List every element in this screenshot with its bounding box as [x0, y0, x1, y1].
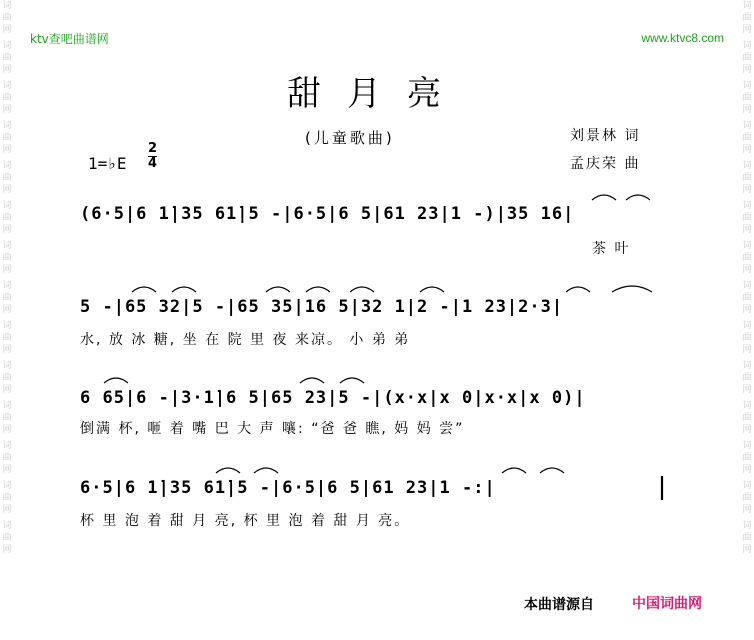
time-signature-top: 2 — [148, 141, 158, 156]
site-name-left: ktv查吧曲谱网 — [30, 32, 109, 46]
source-site-link[interactable]: 中国词曲网 — [632, 596, 702, 612]
watermark-left: 词曲网 词曲网 词曲网 词曲网 词曲网 词曲网 词曲网 词曲网 词曲网 词曲网 词曲网 词曲网 词曲网 词曲网 — [2, 1, 12, 555]
score-row-2: 5 -|65 32|5 -|65 35|16 5|32 1|2 -|1 23|2·3| — [80, 297, 564, 317]
time-signature-bottom: 4 — [148, 156, 158, 171]
score-row-3: 6 65|6 -|3·1̇|6 5|65 23|5 -|(x·x|x 0|x·x|x 0)| — [80, 388, 586, 408]
song-genre: (儿童歌曲) — [305, 129, 395, 147]
slur-mark — [306, 287, 330, 292]
slur-mark — [540, 468, 564, 473]
slur-mark — [300, 378, 324, 383]
lyrics-row-4: 杯 里 泡 着 甜 月 亮, 杯 里 泡 着 甜 月 亮。 — [80, 513, 411, 529]
slur-mark — [566, 287, 590, 292]
watermark-right: 词曲网 词曲网 词曲网 词曲网 词曲网 词曲网 词曲网 词曲网 词曲网 词曲网 词曲网 词曲网 词曲网 词曲网 — [742, 1, 752, 555]
slur-mark — [172, 287, 196, 292]
slur-mark — [612, 286, 652, 292]
slur-mark — [216, 468, 240, 473]
composer-credit: 孟庆荣 曲 — [570, 156, 641, 172]
slur-mark — [104, 378, 128, 383]
key-signature: 1=♭E — [88, 154, 127, 173]
slur-mark — [132, 287, 156, 292]
lyrics-row-1: 茶 叶 — [592, 241, 631, 257]
slur-mark — [592, 195, 616, 200]
song-title: 甜月亮 — [287, 74, 467, 114]
source-label: 本曲谱源自 — [524, 597, 594, 613]
score-row-1: (6·5|6 1̇|35 61̇|5 -|6·5|6 5|61 23|1 -)|35 16| — [80, 204, 575, 224]
slur-mark — [340, 378, 364, 383]
lyrics-row-2: 水, 放 冰 糖, 坐 在 院 里 夜 来凉。 小 弟 弟 — [80, 332, 411, 348]
slur-mark — [502, 468, 526, 473]
slur-mark — [266, 287, 290, 292]
slur-mark — [254, 468, 278, 473]
score-row-4: 6·5|6 1̇|35 61̇|5 -|6·5|6 5|61 23|1 -:| — [80, 478, 496, 498]
site-url-right: www.ktvc8.com — [641, 31, 724, 45]
slur-mark — [420, 287, 444, 292]
slur-mark — [626, 195, 650, 200]
lyricist-credit: 刘景林 词 — [570, 128, 641, 144]
lyrics-row-3: 倒满 杯, 咂 着 嘴 巴 大 声 嚷: “爸 爸 瞧, 妈 妈 尝” — [80, 421, 465, 437]
slur-mark — [350, 287, 374, 292]
